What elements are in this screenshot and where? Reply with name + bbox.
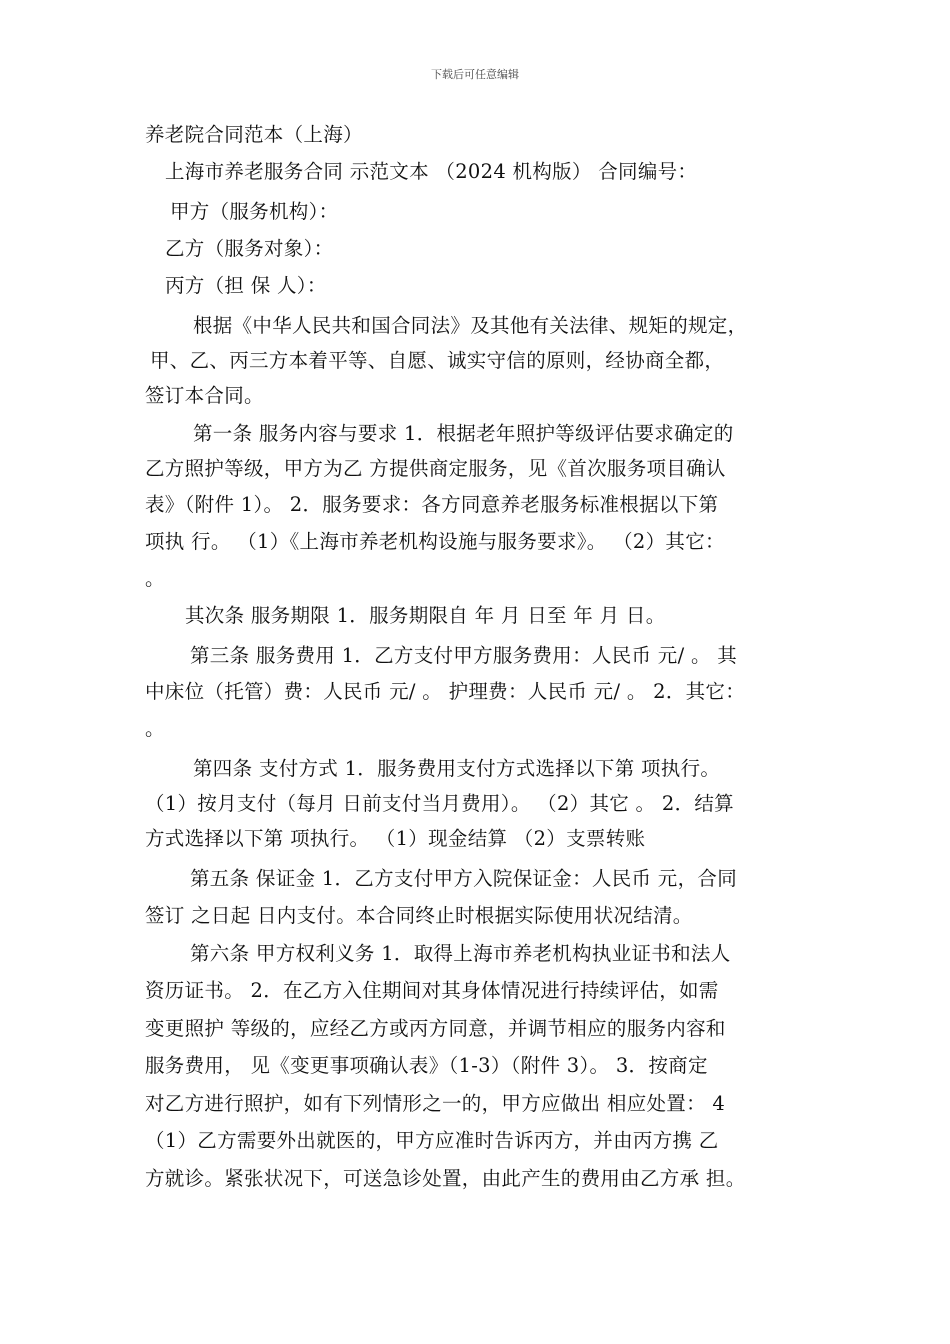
paragraph-line: （1）乙方需要外出就医的，甲方应准时告诉丙方，并由丙方携 乙	[145, 1129, 719, 1152]
party-b-line: 乙方（服务对象）：	[165, 237, 334, 260]
paragraph-line: 方就诊。紧张状况下，可送急诊处置，由此产生的费用由乙方承 担。	[145, 1167, 746, 1190]
paragraph-line: 方式选择以下第 项执行。 （1）现金结算 （2）支票转账	[145, 827, 646, 850]
article-6-heading-line: 第六条 甲方权利义务 1．取得上海市养老机构执业证书和法人	[190, 942, 731, 965]
article-2-heading-line: 其次条 服务期限 1．服务期限自 年 月 日至 年 月 日。	[185, 604, 666, 627]
paragraph-line: 表》（附件 1）。 2．服务要求：各方同意养老服务标准根据以下第	[145, 493, 719, 516]
paragraph-line: 签订本合同。	[145, 384, 264, 407]
paragraph-line: 。	[145, 717, 165, 740]
page-header-note: 下载后可任意编辑	[431, 68, 519, 81]
paragraph-line: 项执 行。 （1）《上海市养老机构设施与服务要求》。 （2）其它：	[145, 530, 725, 553]
contract-subtitle: 上海市养老服务合同 示范文本 （2024 机构版） 合同编号：	[165, 160, 698, 183]
paragraph-line: （1）按月支付（每月 日前支付当月费用）。 （2）其它 。 2．结算	[145, 792, 734, 815]
article-1-heading-line: 第一条 服务内容与要求 1．根据老年照护等级评估要求确定的	[193, 422, 734, 445]
party-c-line: 丙方（担 保 人）：	[165, 274, 327, 297]
paragraph-line: 根据《中华人民共和国合同法》及其他有关法律、规矩的规定，	[193, 314, 748, 337]
paragraph-line: 变更照护 等级的，应经乙方或丙方同意，并调节相应的服务内容和	[145, 1017, 726, 1040]
paragraph-line: 服务费用， 见《变更事项确认表》（1-3）（附件 3）。 3．按商定	[145, 1054, 708, 1077]
article-5-heading-line: 第五条 保证金 1．乙方支付甲方入院保证金：人民币 元，合同	[190, 867, 738, 890]
paragraph-line: 甲、乙、丙三方本着平等、自愿、诚实守信的原则，经协商全都，	[150, 349, 725, 372]
paragraph-line: 对乙方进行照护，如有下列情形之一的，甲方应做出 相应处置： 4	[145, 1092, 726, 1115]
paragraph-line: 。	[145, 567, 165, 590]
article-3-heading-line: 第三条 服务费用 1．乙方支付甲方服务费用：人民币 元/ 。 其	[190, 644, 738, 667]
paragraph-line: 签订 之日起 日内支付。本合同终止时根据实际使用状况结清。	[145, 904, 693, 927]
article-4-heading-line: 第四条 支付方式 1．服务费用支付方式选择以下第 项执行。	[193, 757, 721, 780]
paragraph-line: 资历证书。 2．在乙方入住期间对其身体情况进行持续评估，如需	[145, 979, 719, 1002]
paragraph-line: 乙方照护等级，甲方为乙 方提供商定服务，见《首次服务项目确认	[145, 457, 726, 480]
document-title: 养老院合同范本（上海）	[145, 123, 363, 146]
paragraph-line: 中床位（托管）费：人民币 元/ 。 护理费：人民币 元/ 。 2．其它：	[145, 680, 746, 703]
party-a-line: 甲方（服务机构）：	[170, 200, 339, 223]
